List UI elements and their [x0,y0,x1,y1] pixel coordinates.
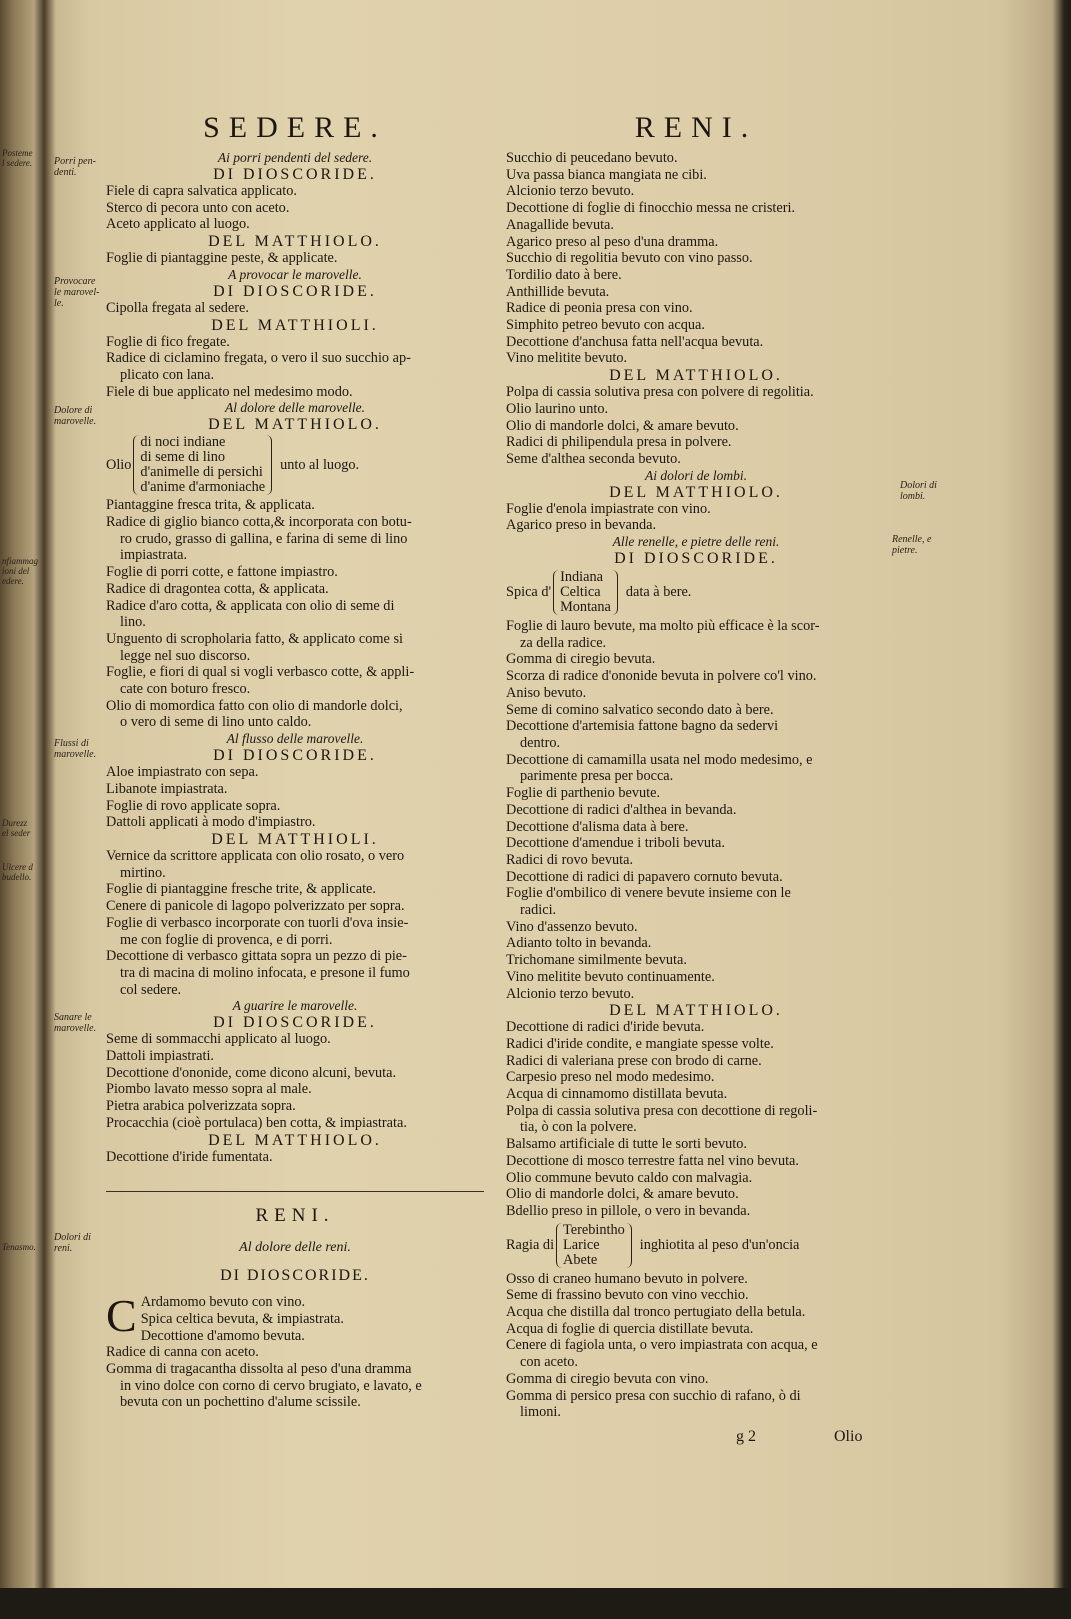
text-line: parimente presa per bocca. [520,768,674,785]
section-subheading: Al flusso delle marovelle. [226,731,364,747]
text-line: Trichomane similmente bevuta. [506,952,687,969]
text-line: Gomma di tragacantha dissolta al peso d'una dramma [106,1361,412,1378]
text-line: Gomma di persico presa con succhio di rafano, ò di [506,1387,801,1404]
brace-item: d'anime d'armoniache [140,479,266,496]
text-line: Decottione di radici d'althea in bevanda. [506,801,737,818]
section-author: DEL MATTHIOLO. [208,233,382,251]
brace-item: Montana [560,599,611,616]
text-line: Sterco di pecora unto con aceto. [106,199,290,216]
text-line: Olio di momordica fatto con olio di mandorle dolci, [106,697,403,714]
text-line: Agarico preso al peso d'una dramma. [506,233,719,250]
text-line: Olio laurino unto. [506,400,609,417]
brace-item: Terebintho [563,1221,625,1238]
catchword: Olio [834,1428,863,1445]
reni-author: DI DIOSCORIDE. [220,1267,370,1285]
text-line: Radice di canna con aceto. [106,1344,259,1361]
margin-note: Renelle, e pietre. [892,534,932,556]
section-author: DEL MATTHIOLO. [208,416,382,434]
text-line: Scorza di radice d'ononide bevuta in polvere co'l vino. [506,668,817,685]
reni-body [106,1290,484,1411]
text-line: Decottione d'anchusa fatta nell'acqua bevuta. [506,333,764,350]
text-line: Seme di frassino bevuto con vino vecchio. [506,1287,749,1304]
text-line: Tordilio dato à bere. [506,266,622,283]
spica-brace [506,570,886,615]
margin-note: Porri pen- denti. [54,156,96,178]
text-line: lino. [120,614,146,631]
text-line: Balsamo artificiale di tutte le sorti bevuto. [506,1136,747,1153]
text-line: Acqua di foglie di quercia distillate bevuta. [506,1320,754,1337]
brace-item: Celtica [560,584,601,601]
section-subheading: A provocar le marovelle. [228,266,362,282]
section-author: DI DIOSCORIDE. [213,282,377,300]
text-line: col sedere. [120,981,182,998]
text-line: Decottione di radici d'iride bevuta. [506,1019,705,1036]
text-line: Decottione di camamilla usata nel modo medesimo, e [506,751,813,768]
text-line: Seme d'althea seconda bevuto. [506,450,681,467]
text-line: Alcionio terzo bevuto. [506,985,635,1002]
text-line: Decottione d'amendue i triboli bevuta. [506,835,725,852]
text-line: Succhio di regolitia bevuto con vino passo. [506,250,753,267]
text-line: Radice d'aro cotta, & applicata con olio di seme di [106,597,395,614]
section-author: DEL MATTHIOLO. [609,1002,783,1020]
reni-heading: RENI. [255,1205,335,1227]
text-line: dentro. [520,734,561,751]
text-line: Seme di sommacchi applicato al luogo. [106,1031,331,1048]
text-line: Piombo lavato messo sopra al male. [106,1081,312,1098]
margin-note: Provocare le marovel- le. [54,276,100,309]
text-line: Fiele di bue applicato nel medesimo modo. [106,383,353,400]
brace-result: inghiotita al peso d'un'oncia [639,1236,800,1253]
text-line: Dattoli applicati à modo d'impiastro. [106,814,316,831]
brace-items [556,1223,632,1268]
brace-item: di noci indiane [140,434,226,451]
text-line: con aceto. [520,1354,578,1371]
ragia-brace [506,1223,886,1268]
text-line: Decottione d'iride fumentata. [106,1148,273,1165]
text-line: Foglie, e fiori di qual si vogli verbasco cotte, & appli- [106,664,415,681]
margin-note: Dolori di reni. [54,1232,91,1254]
text-line: tra di macina di molino infocata, e presone il fumo [120,964,410,981]
left-edge-note: Ulcere d budello. [2,862,33,882]
text-line: Aniso bevuto. [506,684,587,701]
text-line: limoni. [520,1404,561,1421]
text-line: Radici di rovo bevuta. [506,851,634,868]
text-line: Aloe impiastrato con sepa. [106,764,259,781]
text-line: Anagallide bevuta. [506,216,614,233]
left-page-edge [0,0,44,1590]
text-line: Anthillide bevuta. [506,283,610,300]
text-line: Vino d'assenzo bevuto. [506,918,638,935]
text-line: Aceto applicato al luogo. [106,216,250,233]
text-line: Decottione di verbasco gittata sopra un pezzo di pie- [106,948,407,965]
brace-item: Indiana [560,569,603,586]
text-line: Osso di craneo humano bevuto in polvere. [506,1270,748,1287]
text-line: Acqua che distilla dal tronco pertugiato della betula. [506,1304,806,1321]
text-line: Vino melitite bevuto continuamente. [506,968,715,985]
text-line: legge nel suo discorso. [120,647,251,664]
left-edge-note: Durezz el seder [2,818,31,838]
text-line: Foglie di piantaggine fresche trite, & applicate. [106,881,376,898]
text-line: impiastrata. [120,547,188,564]
text-line: Decottione di foglie di finocchio messa ne cristeri. [506,200,796,217]
section-author: DEL MATTHIOLO. [609,483,783,501]
brace-item: d'animelle di persichi [140,464,263,481]
section-author: DI DIOSCORIDE. [213,747,377,765]
text-line: Polpa di cassia solutiva presa con polvere di regolitia. [506,384,814,401]
olio-brace [106,435,484,495]
text-line: Decottione di mosco terrestre fatta nel vino bevuta. [506,1152,799,1169]
text-line: Olio di mandorle dolci, & amare bevuto. [506,417,739,434]
reni-subheading: Al dolore delle reni. [239,1240,351,1256]
text-line: za della radice. [520,634,607,651]
text-line: Spica celtica bevuta, & impiastrata. [140,1310,344,1327]
section-subheading: Ai porri pendenti del sedere. [217,150,373,165]
text-line: Decottione d'artemisia fattone bagno da sedervi [506,718,779,735]
left-column [106,108,484,1411]
margin-note: Sanare le marovelle. [54,1012,97,1034]
brace-label: Olio [106,456,132,473]
signature-mark: g 2 [736,1428,756,1445]
text-line: Foglie di fico fregate. [106,333,230,350]
text-line: Carpesio preso nel modo medesimo. [506,1069,715,1086]
margin-note: Dolore di marovelle. [54,405,97,427]
text-line: cate con boturo fresco. [120,681,251,698]
section-author: DI DIOSCORIDE. [614,550,778,568]
section-author: DEL MATTHIOLI. [211,316,379,334]
text-line: Olio commune bevuto caldo con malvagia. [506,1169,753,1186]
text-line: Gomma di ciregio bevuta. [506,651,656,668]
text-line: Vino melitite bevuto. [506,350,628,367]
text-line: Foglie di porri cotte, e fattone impiastro. [106,564,338,581]
text-line: Foglie di parthenio bevute. [506,785,661,802]
text-line: Olio di mandorle dolci, & amare bevuto. [506,1186,739,1203]
text-line: Decottione d'alisma data à bere. [506,818,689,835]
brace-label: Spica d' [506,584,552,601]
text-line: Piantaggine fresca trita, & applicata. [106,497,315,514]
text-line: Decottione di radici di papavero cornuto bevuta. [506,868,783,885]
text-line: radici. [520,902,557,919]
text-line: Dattoli impiastrati. [106,1048,215,1065]
section-author: DI DIOSCORIDE. [213,1014,377,1032]
text-line: Radice di giglio bianco cotta,& incorporata con botu- [106,514,412,531]
text-line: Agarico preso in bevanda. [506,517,657,534]
text-line: o vero di seme di lino unto caldo. [120,714,312,731]
text-line: Decottione d'amomo bevuta. [140,1327,305,1344]
text-line: Ardamomo bevuto con vino. [140,1294,306,1311]
text-line: Radice di ciclamino fregata, o vero il suo succhio ap- [106,350,411,367]
page-heading: SEDERE. [203,111,387,144]
text-line: Cenere di fagiola unta, o vero impiastrata con acqua, e [506,1337,818,1354]
section-subheading: A guarire le marovelle. [232,998,358,1014]
text-line: Gomma di ciregio bevuta con vino. [506,1370,709,1387]
text-line: Uva passa bianca mangiata ne cibi. [506,166,707,183]
drop-cap: C [106,1290,137,1342]
text-line: Foglie di piantaggine peste, & applicate. [106,250,338,267]
text-line: Radice di peonia presa con vino. [506,300,693,317]
text-line: Bdellio preso in pillole, o vero in bevanda. [506,1202,751,1219]
section-author: DEL MATTHIOLO. [208,1131,382,1149]
text-line: plicato con lana. [120,366,215,383]
text-line: Radici d'iride condite, e mangiate spesse volte. [506,1035,774,1052]
brace-result: data à bere. [625,584,692,601]
brace-label: Ragia di [506,1236,555,1253]
margin-note: Dolori di lombi. [900,480,937,502]
text-line: Foglie di verbasco incorporate con tuorli d'ova insie- [106,914,409,931]
text-line: Foglie d'ombilico di venere bevute insieme con le [506,885,791,902]
text-line: Vernice da scrittore applicata con olio rosato, o vero [106,847,405,864]
text-line: Succhio di peucedano bevuto. [506,150,678,166]
right-column [506,108,886,1421]
brace-item: Larice [563,1236,600,1253]
text-line: Foglie di lauro bevute, ma molto più efficace è la scor- [506,618,820,635]
text-line: Foglie di rovo applicate sopra. [106,797,281,814]
section-subheading: Ai dolori de lombi. [645,467,747,483]
text-line: Radici di valeriana prese con brodo di carne. [506,1052,762,1069]
section-author: DI DIOSCORIDE. [213,166,377,183]
section-author: DEL MATTHIOLI. [211,830,379,848]
text-line: Simphito petreo bevuto con acqua. [506,317,705,334]
left-edge-note: nfiammag ioni del edere. [2,556,38,586]
section-divider [106,1191,484,1192]
text-line: in vino dolce con corno di cervo brugiato, e lavato, e [120,1377,422,1394]
text-line: Radici di philipendula presa in polvere. [506,434,732,451]
left-edge-note: Tenasmo. [2,1242,36,1252]
margin-note: Flussi di marovelle. [54,738,97,760]
text-line: Pietra arabica polverizzata sopra. [106,1098,296,1115]
text-line: Polpa di cassia solutiva presa con decottione di regoli- [506,1102,818,1119]
section-subheading: Al dolore delle marovelle. [225,400,365,416]
text-line: Radice di dragontea cotta, & applicata. [106,580,329,597]
text-line: Acqua di cinnamomo distillata bevuta. [506,1086,728,1103]
brace-result: unto al luogo. [280,456,360,473]
text-line: mirtino. [120,864,166,881]
section-author: DEL MATTHIOLO. [609,367,783,385]
brace-item: di seme di lino [140,449,226,466]
text-line: Procacchia (cioè portulaca) ben cotta, & impiastrata. [106,1114,407,1131]
text-line: tia, ò con la polvere. [520,1119,637,1136]
text-line: Foglie d'enola impiastrate con vino. [506,500,711,517]
text-line: Fiele di capra salvatica applicato. [106,183,297,199]
brace-items [553,570,618,615]
text-line: Libanote impiastrata. [106,780,228,797]
text-line: Cipolla fregata al sedere. [106,299,249,316]
text-line: bevuta con un pochettino d'alume scissile. [120,1394,361,1411]
text-line: Decottione d'ononide, come dicono alcuni, bevuta. [106,1064,397,1081]
text-line: me con foglie di provenca, e di porri. [120,931,333,948]
text-line: Seme di comino salvatico secondo dato à bere. [506,701,774,718]
left-edge-note: Posteme l sedere. [2,148,33,168]
text-line: Unguento di scropholaria fatto, & applicato come si [106,630,403,647]
text-line: ro crudo, grasso di gallina, e farina di seme di lino [120,530,408,547]
brace-items [133,435,272,495]
brace-item: Abete [563,1251,598,1268]
section-subheading: Alle renelle, e pietre delle reni. [612,534,780,550]
text-line: Adianto tolto in bevanda. [506,935,652,952]
page-heading: RENI. [634,111,758,144]
text-line: Cenere di panicole di lagopo polverizzato per sopra. [106,898,405,915]
text-line: Alcionio terzo bevuto. [506,183,635,200]
